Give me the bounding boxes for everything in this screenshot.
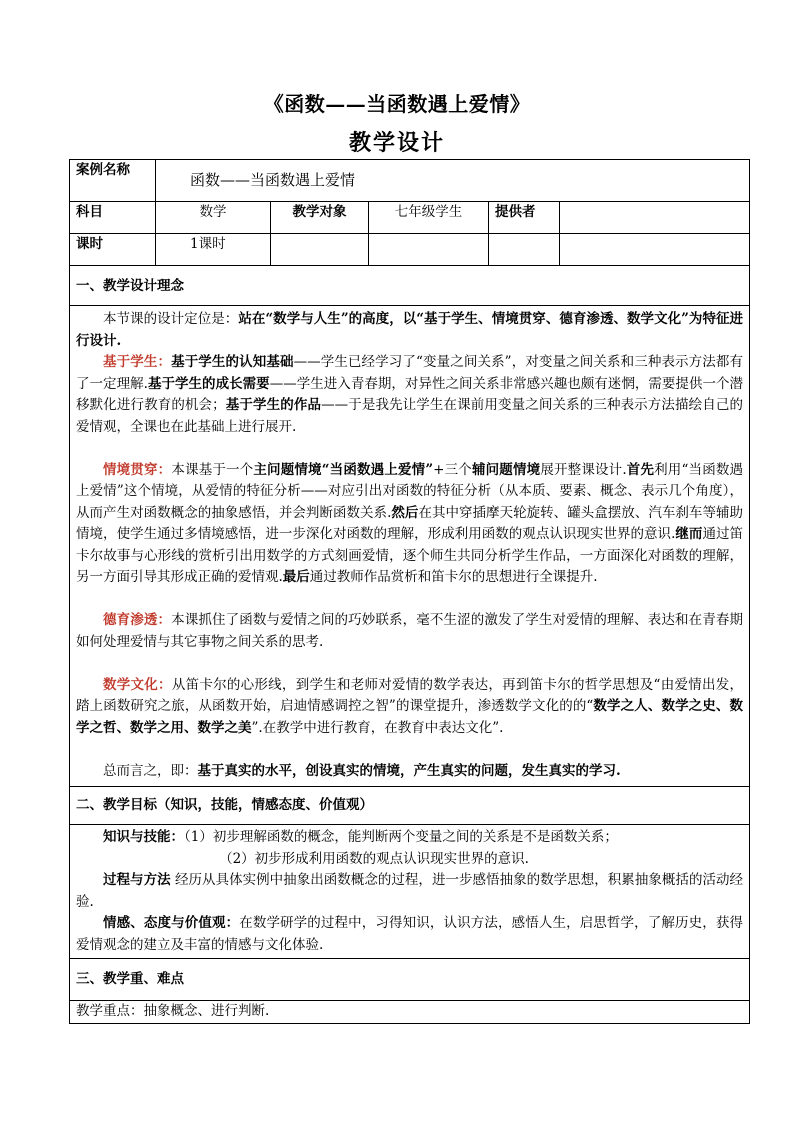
subject-value: 数学 bbox=[156, 202, 271, 234]
emotion-value-paragraph: 情感、态度与价值观：在数学研学的过程中，习得知识，认识方法，感悟人生，启思哲学，了解历史，获得爱情观念的建立及丰富的情感与文化体验. bbox=[76, 915, 744, 953]
section3-heading-row bbox=[70, 959, 750, 1001]
situation-tag: 情境贯穿： bbox=[103, 461, 172, 478]
moral-tag: 德育渗透： bbox=[103, 612, 172, 628]
period-label: 课时 bbox=[70, 234, 156, 266]
section1-heading-row bbox=[70, 266, 750, 306]
section3-body-row bbox=[70, 1001, 750, 1024]
situation-paragraph: 情境贯穿：本课基于一个主问题情境“当函数遇上爱情”+三个辅问题情境展开整课设计.首先利用“当函数遇上爱情”这个情境，从爱情的特征分析——对应引出对函数的特征分析（从本质、要素、概念、表示几个角度），从而产生对函数概念的抽象感悟，并会判断函数关系.然后在其中穿插摩天轮旋转、罐头盒摆放、汽车刹车等辅助情境，使学生通过多情境感悟，进一步深化对函数的理解，形成利用函数的观点认识现实世界的意识.继而通过笛卡尔故事与心形线的赏析引出用数学的方式刻画爱情，逐个师生共同分析学生作品，一方面深化对函数的理解，另一方面引导其形成正确的爱情观.最后通过教师作品赏析和笛卡尔的思想进行全课提升. bbox=[76, 461, 744, 585]
section1-heading: 一、教学设计理念 bbox=[70, 266, 750, 306]
case-name-label: 案例名称 bbox=[70, 160, 156, 202]
knowledge-skill-line-1: 知识与技能：（1）初步理解函数的概念，能判断两个变量之间的关系是不是函数关系； bbox=[103, 829, 618, 845]
case-name-value: 函数——当函数遇上爱情 bbox=[156, 160, 750, 202]
knowledge-skill-line-2: （2）初步形成利用函数的观点认识现实世界的意识. bbox=[219, 850, 529, 867]
moral-paragraph: 德育渗透：本课抓住了函数与爱情之间的巧妙联系，毫不生涩的激发了学生对爱情的理解、表达和在青春期如何处理爱情与其它事物之间关系的思考. bbox=[76, 612, 744, 650]
section2-heading-row bbox=[70, 787, 750, 825]
audience-value: 七年级学生 bbox=[369, 202, 489, 234]
section3-heading: 三、教学重、难点 bbox=[70, 959, 750, 1001]
process-method-paragraph: 过程与方法 经历从具体实例中抽象出函数概念的过程，进一步感悟抽象的数学思想，积累抽象概括的活动经验. bbox=[76, 872, 744, 910]
lesson-plan-table bbox=[69, 159, 750, 1024]
period-value: 1课时 bbox=[156, 234, 271, 266]
document-subtitle: 教学设计 bbox=[348, 130, 445, 156]
math-culture-tag: 数学文化： bbox=[103, 676, 172, 693]
section1-body bbox=[70, 306, 750, 787]
provider-value bbox=[560, 202, 750, 234]
student-based-tag: 基于学生： bbox=[103, 354, 172, 370]
subject-row bbox=[70, 202, 750, 234]
period-row bbox=[70, 234, 750, 266]
summary-paragraph: 总而言之，即：基于真实的水平，创设真实的情境，产生真实的问题，发生真实的学习. bbox=[103, 762, 621, 779]
section2-heading: 二、教学目标（知识，技能，情感态度、价值观） bbox=[70, 787, 750, 825]
case-name-row bbox=[70, 160, 750, 202]
section2-body bbox=[70, 825, 750, 959]
subject-label: 科目 bbox=[70, 202, 156, 234]
section2-body-row bbox=[70, 825, 750, 959]
design-intro-paragraph: 本节课的设计定位是：站在“数学与人生”的高度，以“基于学生、情境贯穿、德育渗透、数学文化”为特征进行设计. bbox=[76, 311, 744, 349]
provider-label: 提供者 bbox=[489, 202, 560, 234]
math-culture-paragraph: 数学文化：从笛卡尔的心形线，到学生和老师对爱情的数学表达，再到笛卡尔的哲学思想及“由爱情出发，踏上函数研究之旅，从函数开始，启迪情感调控之智”的课堂提升，渗透数学文化的的“数学之人、数学之史、数学之哲、数学之用、数学之美”.在教学中进行教育，在教育中表达文化”. bbox=[76, 676, 744, 736]
section1-body-row bbox=[70, 306, 750, 787]
document-title: 《函数——当函数遇上爱情》 bbox=[263, 92, 531, 116]
student-based-paragraph: 基于学生：基于学生的认知基础——学生已经学习了“变量之间关系”，对变量之间关系和三种表示方法都有了一定理解.基于学生的成长需要——学生进入青春期，对异性之间关系非常感兴趣也颇有迷惘，需要提供一个潜移默化进行教育的机会；基于学生的作品——于是我先让学生在课前用变量之间关系的三种表示方法描绘自己的爱情观，全课也在此基础上进行展开. bbox=[76, 354, 744, 435]
key-point-text: 教学重点：抽象概念、进行判断. bbox=[70, 1001, 750, 1024]
audience-label: 教学对象 bbox=[271, 202, 369, 234]
